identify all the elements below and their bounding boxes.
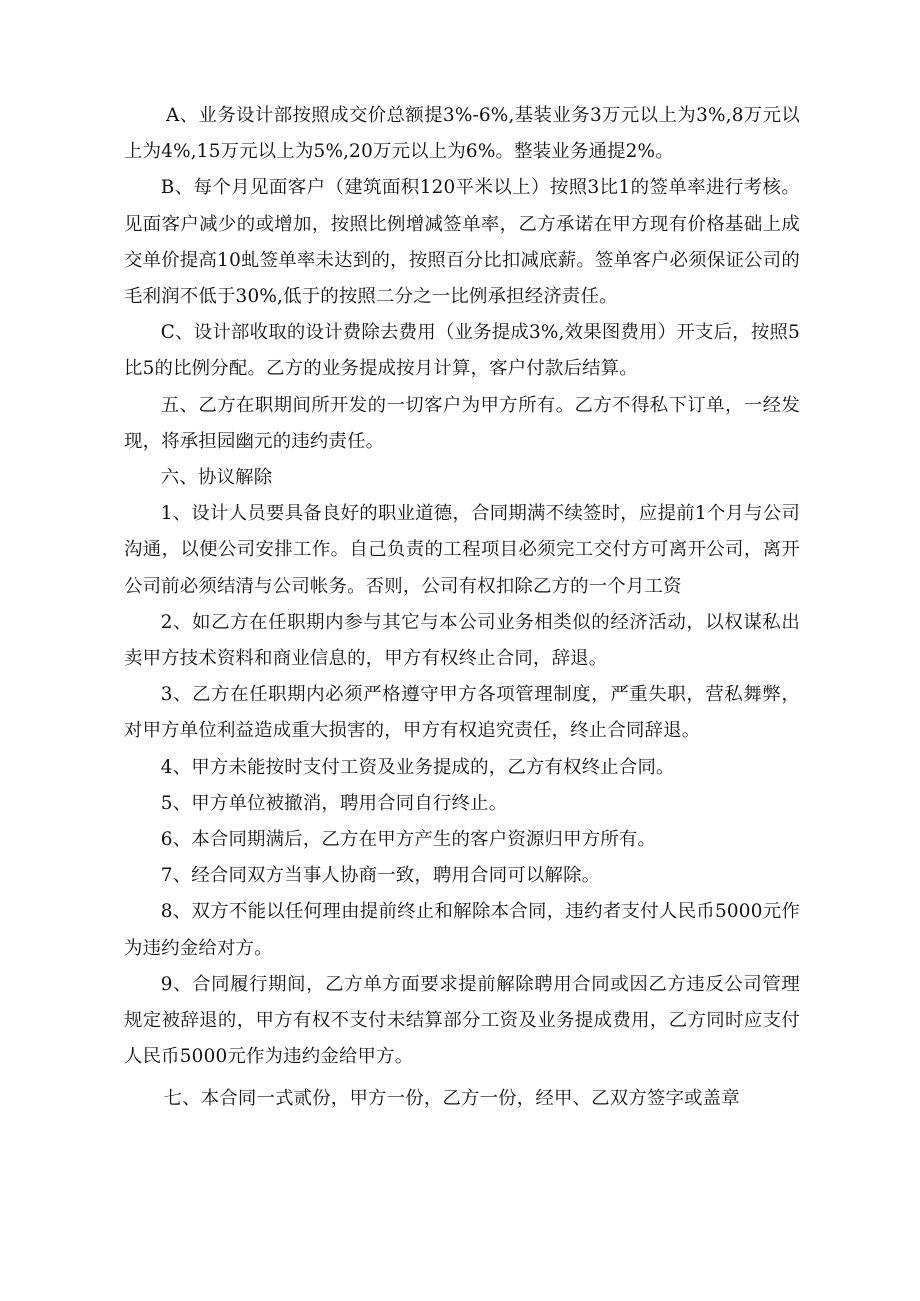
section-five-clients: 五、乙方在职期间所开发的一切客户为甲方所有。乙方不得私下订单，一经发现，将承担园幽元的违约责任。 (124, 394, 800, 452)
termination-item-3: 3、乙方在任职期内必须严格遵守甲方各项管理制度，严重失职，营私舞弊，对甲方单位利益造成重大损害的，甲方有权追究责任，终止合同辞退。 (124, 684, 800, 742)
termination-item-7: 7、经合同双方当事人协商一致，聘用合同可以解除。 (160, 865, 601, 887)
termination-item-5: 5、甲方单位被撤消，聘用合同自行终止。 (160, 792, 508, 814)
termination-item-8: 8、双方不能以任何理由提前终止和解除本合同，违约者支付人民币5000元作为违约金给对方。 (124, 901, 800, 959)
section-seven-copies: 七、本合同一式贰份，甲方一份，乙方一份，经甲、乙双方签字或盖章 (163, 1088, 740, 1110)
termination-item-9: 9、合同履行期间，乙方单方面要求提前解除聘用合同或因乙方违反公司管理规定被辞退的，甲方有权不支付未结算部分工资及业务提成费用，乙方同时应支付人民币5000元作为违约金给甲方。 (124, 973, 800, 1068)
clause-c-design-fee: C、设计部收取的设计费除去费用（业务提成3%,效果图费用）开支后，按照5比5的比例分配。乙方的业务提成按月计算，客户付款后结算。 (124, 322, 800, 380)
clause-b-signing-rate: B、每个月见面客户（建筑面积120平米以上）按照3比1的签单率进行考核。见面客户减少的或增加，按照比例增减签单率，乙方承诺在甲方现有价格基础上成交单价提高10虬签单率未达到的，按照百分比扣减底薪。签单客户必须保证公司的毛利润不低于30%,低于的按照二分之一比例承担经济责任。 (124, 177, 800, 308)
termination-item-2: 2、如乙方在任职期内参与其它与本公司业务相类似的经济活动，以权谋私出卖甲方技术资料和商业信息的，甲方有权终止合同，辞退。 (124, 611, 800, 670)
section-six-heading: 六、协议解除 (160, 467, 273, 489)
document-body (124, 98, 800, 1118)
termination-item-4: 4、甲方未能按时支付工资及业务提成的，乙方有权终止合同。 (160, 756, 675, 778)
termination-item-6: 6、本合同期满后，乙方在甲方产生的客户资源归甲方所有。 (160, 829, 657, 851)
termination-item-1: 1、设计人员要具备良好的职业道德，合同期满不续签时，应提前1个月与公司沟通，以便公司安排工作。自己负责的工程项目必须完工交付方可离开公司，离开公司前必须结清与公司帐务。否则，公司有权扣除乙方的一个月工资 (124, 503, 800, 597)
clause-a-commission: A、业务设计部按照成交价总额提3%-6%,基装业务3万元以上为3%,8万元以上为4%,15万元以上为5%,20万元以上为6%。整装业务通提2%。 (124, 105, 800, 163)
